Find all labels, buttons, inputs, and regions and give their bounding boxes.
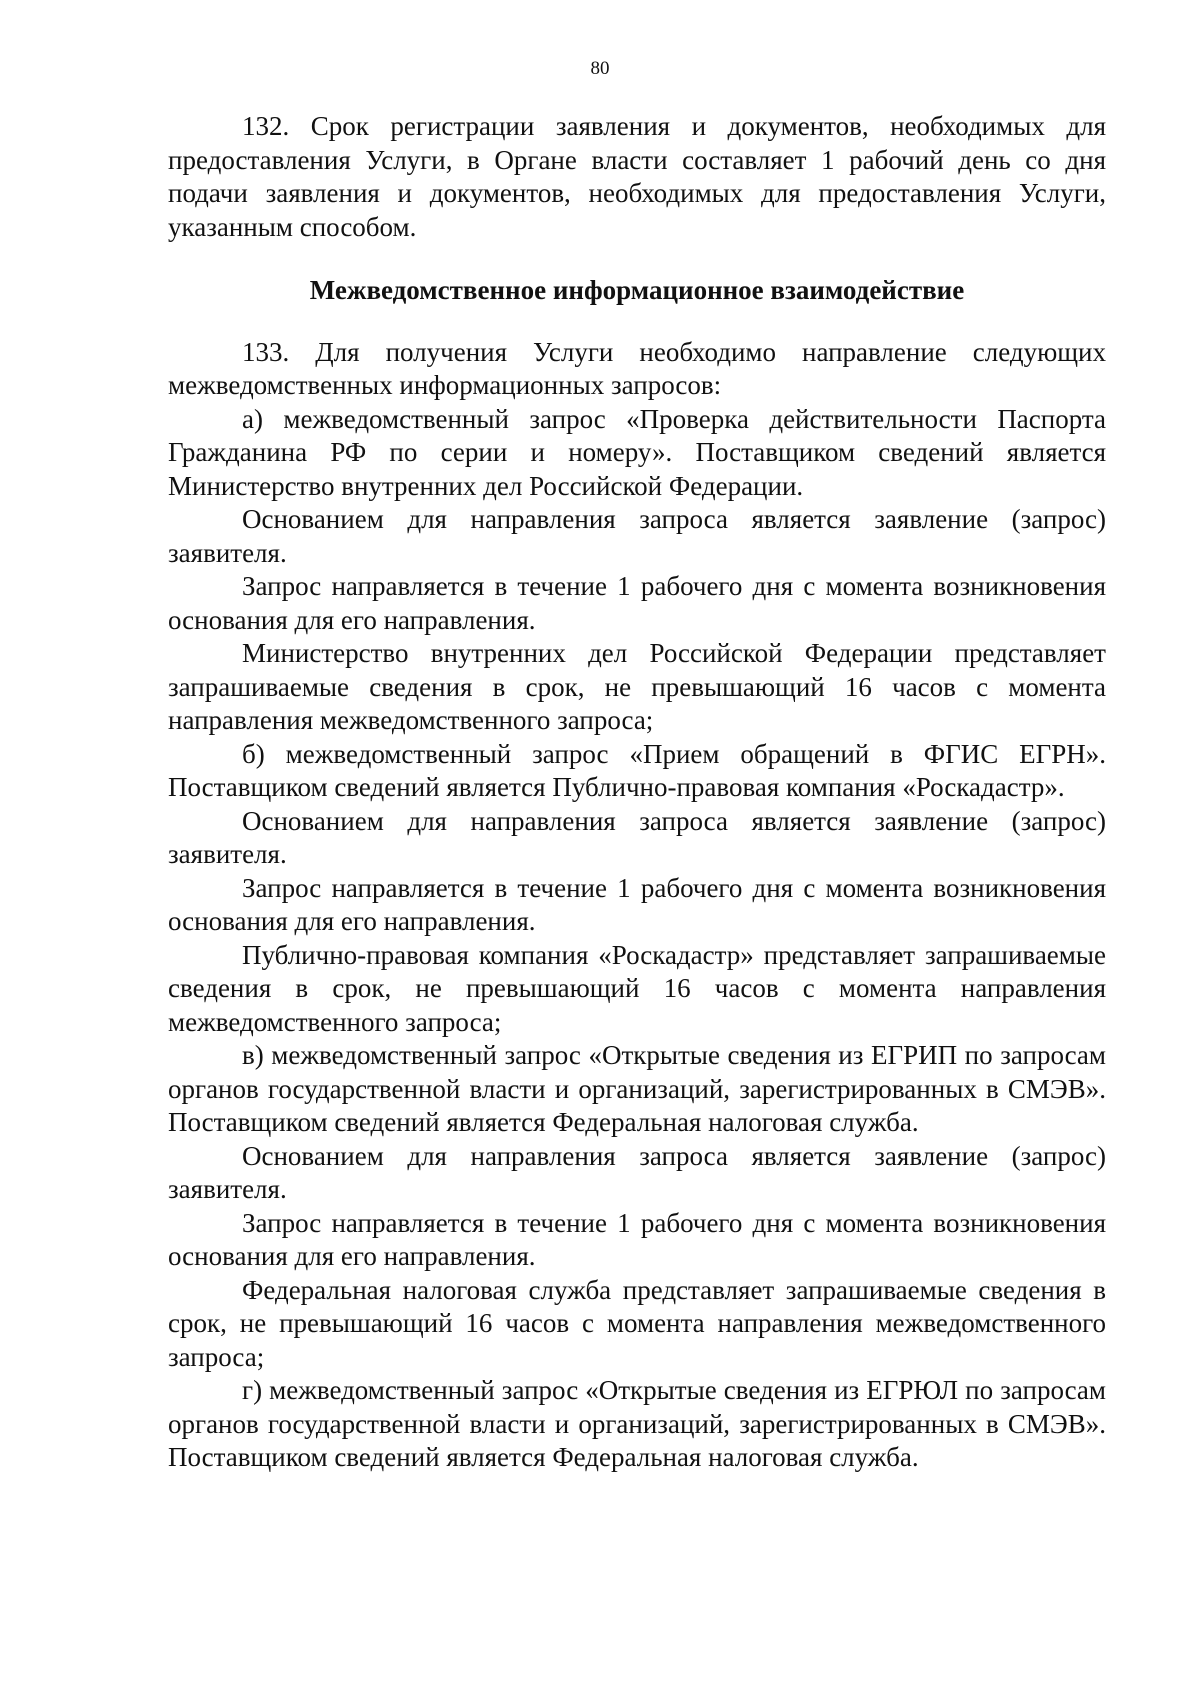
paragraph: Запрос направляется в течение 1 рабочего дня с момента возникновения основания для его направления. <box>168 1207 1106 1271</box>
paragraph: Министерство внутренних дел Российской Федерации представляет запрашиваемые сведения в срок, не превышающий 16 часов с момента направления межведомственного запроса; <box>168 638 1106 735</box>
paragraph: Основанием для направления запроса является заявление (запрос) заявителя. <box>168 504 1106 568</box>
paragraph: Основанием для направления запроса является заявление (запрос) заявителя. <box>168 805 1106 869</box>
paragraph: Публично-правовая компания «Роскадастр» представляет запрашиваемые сведения в срок, не превышающий 16 часов с момента направления межведомственного запроса; <box>168 939 1106 1037</box>
paragraph: Федеральная налоговая служба представляет запрашиваемые сведения в срок, не превышающий 16 часов с момента направления межведомственного запроса; <box>168 1274 1106 1372</box>
paragraph: Запрос направляется в течение 1 рабочего дня с момента возникновения основания для его направления. <box>168 872 1106 936</box>
paragraph: Основанием для направления запроса является заявление (запрос) заявителя. <box>168 1140 1106 1204</box>
paragraph-132: 132. Срок регистрации заявления и документов, необходимых для предоставления Услуги, в Органе власти составляет 1 рабочий день со дня подачи заявления и документов, необходимых для предоставления Услуги, указанным способом. <box>168 111 1106 242</box>
item-b: б) межведомственный запрос «Прием обращений в ФГИС ЕГРН». Поставщиком сведений является Публично-правовая компания «Роскадастр». <box>168 738 1106 802</box>
item-a: а) межведомственный запрос «Проверка действительности Паспорта Гражданина РФ по серии и номеру». Поставщиком сведений является Министерство внутренних дел Российской Федерации. <box>168 403 1106 501</box>
item-v: в) межведомственный запрос «Открытые сведения из ЕГРИП по запросам органов государственной власти и организаций, зарегистрированных в СМЭВ». Поставщиком сведений является Федеральная налоговая служба. <box>168 1040 1106 1137</box>
item-g: г) межведомственный запрос «Открытые сведения из ЕГРЮЛ по запросам органов государственной власти и организаций, зарегистрированных в СМЭВ». Поставщиком сведений является Федеральная налоговая служба. <box>168 1375 1106 1472</box>
paragraph-133: 133. Для получения Услуги необходимо направление следующих межведомственных информационных запросов: <box>168 336 1106 400</box>
document-body <box>168 110 1106 1475</box>
section-heading: Межведомственное информационное взаимодействие <box>309 275 965 305</box>
page-number: 80 <box>590 58 610 79</box>
paragraph: Запрос направляется в течение 1 рабочего дня с момента возникновения основания для его направления. <box>168 571 1106 635</box>
